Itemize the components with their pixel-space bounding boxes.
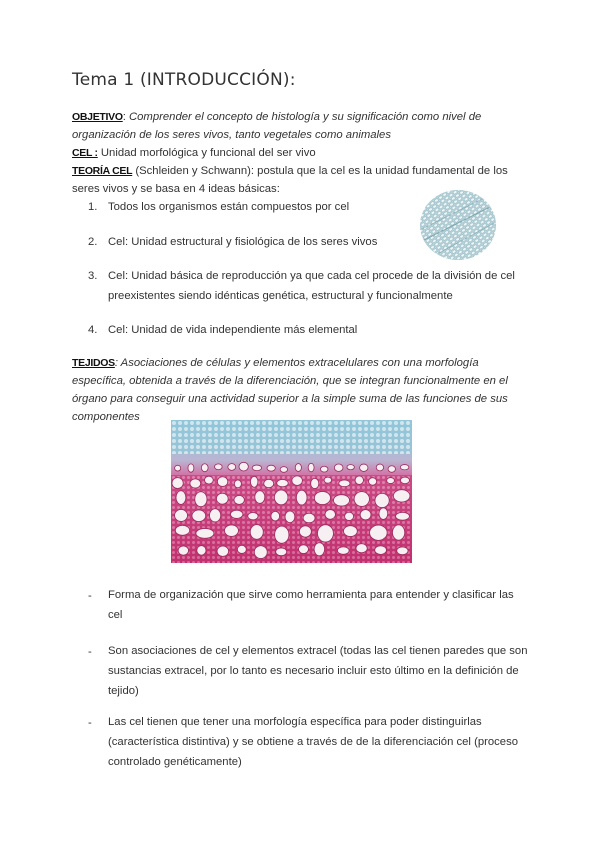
tissue-cell <box>267 465 275 471</box>
bullet-text: Son asociaciones de cel y elementos extracel (todas las cel tienen paredes que son sustancias extracel, por lo tanto es necesario incluir esto último en la definición de tejido) <box>108 645 528 697</box>
tissue-cell <box>175 525 189 535</box>
tissue-cell <box>345 512 354 520</box>
tissue-cell <box>299 545 309 554</box>
tissue-cell <box>280 467 287 473</box>
bullet-dash: - <box>88 590 92 602</box>
tissue-cell <box>295 464 301 472</box>
tissue-cell <box>277 480 288 487</box>
idea-number: 4. <box>88 324 98 336</box>
tissue-cell <box>216 493 228 504</box>
tissue-cell <box>188 464 194 472</box>
tissue-cell <box>387 478 395 484</box>
idea-text: Todos los organismos están compuestos por cel <box>108 201 350 213</box>
tissue-cell <box>172 478 183 489</box>
tissue-cell <box>228 464 236 471</box>
tissue-micrograph-image <box>171 420 412 563</box>
tissue-cell <box>276 548 287 556</box>
tissue-cell <box>360 464 368 471</box>
idea-number: 2. <box>88 236 98 248</box>
objetivo-text: Comprender el concepto de histología y su significación como nivel de organización de los seres vivos, tanto vegetales como animales <box>72 111 482 141</box>
tissue-cell <box>175 465 181 471</box>
teoria-paren: (Schleiden y Schwann) <box>132 165 251 177</box>
tejidos-text: : Asociaciones de células y elementos extracelulares con una morfología específica, obtenida a través de la diferenciación, que se integran funcionalmente en el órgano para conseguir una actividad superior a la simple suma de las funciones de sus componentes <box>72 357 508 423</box>
tissue-cell <box>254 546 267 559</box>
tissue-cell <box>392 525 404 540</box>
bullet-dash: - <box>88 646 92 658</box>
tissue-cell <box>237 545 246 553</box>
tissue-cell <box>252 465 261 471</box>
tissue-cell <box>339 480 350 487</box>
tissue-cell <box>314 491 330 504</box>
cel-text: Unidad morfológica y funcional del ser vivo <box>97 147 316 159</box>
tissue-cell <box>234 495 244 504</box>
cell-micrograph-image <box>420 190 496 260</box>
tissue-cell <box>285 511 295 523</box>
tissue-cell <box>360 510 371 520</box>
tissue-cell <box>355 476 363 484</box>
tissue-cell <box>337 547 349 555</box>
tissue-cell <box>320 466 327 472</box>
tissue-cell <box>224 525 238 536</box>
tissue-cell <box>296 490 307 505</box>
teoria-label: TEORÍA CEL <box>72 165 133 177</box>
tissue-cell <box>217 546 229 556</box>
tissue-cell <box>264 479 274 487</box>
tissue-cell <box>369 478 377 485</box>
idea-number: 1. <box>88 201 98 213</box>
tissue-cell <box>396 512 410 520</box>
tissue-cell <box>344 526 358 537</box>
tissue-cell <box>197 546 206 556</box>
tissue-cell <box>324 477 331 483</box>
tissue-cell <box>375 493 389 507</box>
tissue-cell <box>379 508 388 520</box>
tissue-cell <box>400 477 409 484</box>
bullet-dash: - <box>88 717 92 729</box>
tissue-cell <box>255 491 265 504</box>
tejidos-paragraph <box>72 354 532 426</box>
tissue-cell <box>275 526 289 543</box>
tissue-cell <box>190 479 201 488</box>
idea-number: 3. <box>88 270 98 282</box>
objetivo-label: OBJETIVO <box>72 111 123 123</box>
tissue-cell <box>230 510 242 518</box>
tissue-cell <box>239 462 248 471</box>
cel-label: CEL : <box>72 147 98 159</box>
idea-text: Cel: Unidad básica de reproducción ya que cada cel procede de la división de cel preexistentes siendo idénticas genética, estructural y funcionalmente <box>108 270 515 302</box>
tissue-cell <box>274 490 288 505</box>
tissue-cell <box>397 547 408 555</box>
tissue-cell <box>370 525 388 540</box>
tissue-micrograph-graphic <box>171 420 412 563</box>
tissue-cell <box>234 480 241 488</box>
idea-text: Cel: Unidad estructural y fisiológica de los seres vivos <box>108 236 378 248</box>
tissue-cell <box>205 476 214 484</box>
tissue-cell <box>303 513 315 523</box>
teoria-text: : postula que la cel es la unidad fundamental de los seres vivos y se basa en 4 ideas básicas: <box>72 165 508 195</box>
idea-text: Cel: Unidad de vida independiente más elemental <box>108 324 358 336</box>
tissue-cell <box>248 512 258 519</box>
bullet-text: Forma de organización que sirve como herramienta para entender y clasificar las cel <box>108 589 514 621</box>
tissue-cell <box>393 490 410 502</box>
cel-paragraph <box>72 144 532 162</box>
tissue-cell <box>192 510 206 522</box>
tissue-cell <box>201 464 208 472</box>
tejidos-label: TEJIDOS <box>72 357 115 369</box>
tissue-cell <box>314 543 324 556</box>
tissue-cell <box>271 511 280 521</box>
tissue-cell <box>388 466 395 473</box>
tissue-cell <box>334 464 343 471</box>
tissue-cell <box>333 495 349 506</box>
tissue-cell <box>400 465 409 470</box>
tissue-cell <box>311 478 319 488</box>
bullet-text: Las cel tienen que tener una morfología específica para poder distinguirlas (característica distintiva) y se obtiene a través de de la diferenciación cel (proceso controlado genéticamente) <box>108 716 519 768</box>
tissue-cell <box>176 491 186 505</box>
tissue-cell <box>250 525 263 540</box>
tissue-cell <box>215 464 223 470</box>
tissue-cell <box>299 526 311 537</box>
tissue-cell <box>347 465 354 470</box>
tissue-cell <box>318 525 334 542</box>
tissue-cell <box>210 509 221 522</box>
page-title: Tema 1 (INTRODUCCIÓN): <box>72 70 296 90</box>
tissue-cell <box>376 464 383 471</box>
objetivo-sep: : <box>122 111 129 123</box>
tissue-cell <box>375 546 387 554</box>
tissue-cell <box>175 510 188 522</box>
tissue-cell <box>217 477 227 487</box>
cell-micrograph-graphic <box>420 190 496 260</box>
tissue-cell <box>196 528 214 538</box>
tissue-cell <box>292 476 303 485</box>
tissue-cell <box>250 476 257 487</box>
tissue-cell <box>195 492 207 507</box>
tissue-cell <box>356 544 367 553</box>
tissue-cell <box>178 546 188 555</box>
tissue-cell <box>308 463 314 472</box>
objetivo-paragraph <box>72 108 532 144</box>
tissue-cell <box>354 492 369 507</box>
tissue-cell <box>325 510 335 520</box>
